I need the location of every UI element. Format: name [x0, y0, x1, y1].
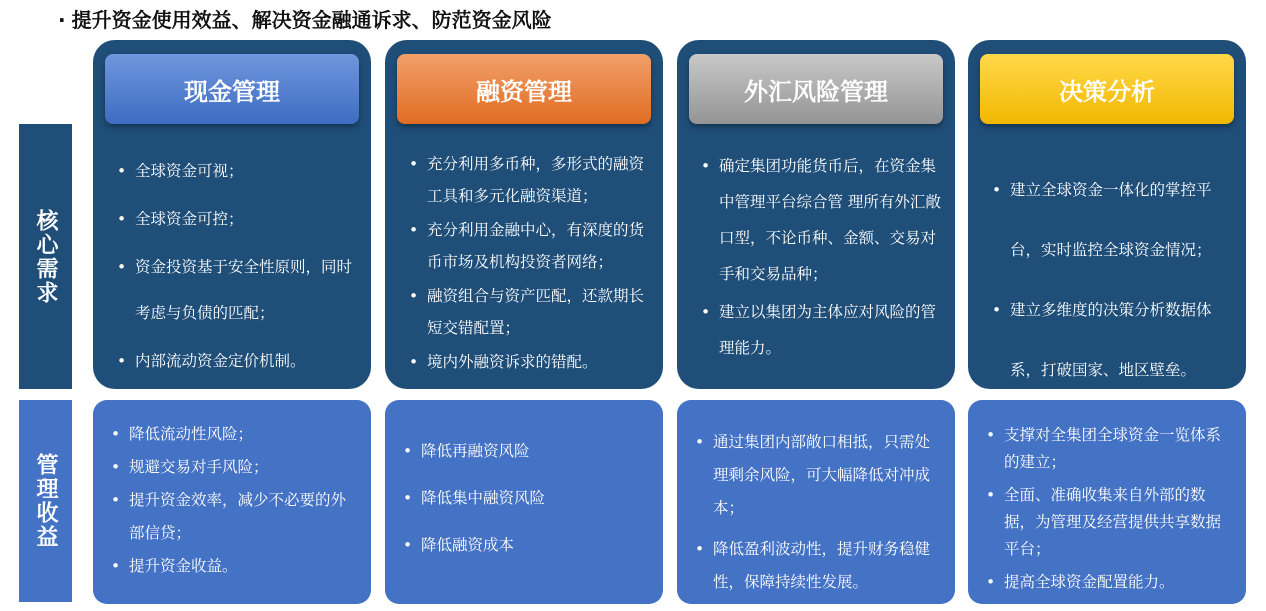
benefits-item: • 通过集团内部敞口相抵，只需处理剩余风险，可大幅降低对冲成本； [691, 426, 943, 525]
page-heading [58, 4, 552, 34]
needs-list-fx-risk-management [697, 148, 941, 379]
needs-item: • 资金投资基于安全性原则，同时考虑与负债的匹配； [113, 244, 357, 336]
benefits-item: • 全面、准确收集来自外部的数据，为管理及经营提供共享数据平台； [982, 482, 1234, 563]
heading-bullet: · [58, 8, 66, 32]
benefits-list-decision-analysis [982, 422, 1234, 594]
benefits-item: • 提升资金效率，减少不必要的外部信贷； [107, 484, 359, 550]
benefits-item: • 降低融资成本 [399, 522, 651, 569]
benefits-item: • 支撑对全集团全球资金一览体系的建立； [982, 422, 1234, 476]
benefits-box-financing-management [385, 400, 663, 604]
side-label-management-benefits-text: 管理收益 [33, 453, 58, 549]
column-title-cash-management: 现金管理 [105, 54, 359, 124]
needs-item: • 充分利用多币种，多形式的融资工具和多元化融资渠道； [405, 148, 649, 212]
benefits-item: • 降低盈利波动性，提升财务稳健性，保障持续性发展。 [691, 533, 943, 599]
column-financing-management [385, 40, 663, 389]
needs-item: • 全球资金可控； [113, 196, 357, 242]
column-title-decision-analysis: 决策分析 [980, 54, 1234, 124]
benefits-list-financing-management [399, 428, 651, 594]
needs-item: • 建立多维度的决策分析数据体系，打破国家、地区壁垒。 [988, 280, 1232, 400]
side-label-core-needs-text: 核心需求 [33, 208, 58, 305]
needs-item: • 充分利用金融中心，有深度的货币市场及机构投资者网络； [405, 214, 649, 278]
needs-list-cash-management [113, 148, 357, 379]
column-title-financing-management: 融资管理 [397, 54, 651, 124]
needs-list-financing-management [405, 148, 649, 379]
benefits-item: • 降低流动性风险； [107, 418, 359, 451]
needs-item: • 建立以集团为主体应对风险的管理能力。 [697, 294, 941, 366]
benefits-item: • 规避交易对手风险； [107, 451, 359, 484]
side-label-management-benefits [19, 400, 72, 602]
needs-item: • 确定集团功能货币后，在资金集中管理平台综合管 理所有外汇敞口型，不论币种、金额、交易对手和交易品种； [697, 148, 941, 292]
needs-item: • 建立全球资金一体化的掌控平台，实时监控全球资金情况； [988, 160, 1232, 280]
benefits-box-cash-management [93, 400, 371, 604]
benefits-list-cash-management [107, 418, 359, 594]
benefits-box-fx-risk-management [677, 400, 955, 604]
needs-item: • 内部流动资金定价机制。 [113, 338, 357, 384]
needs-item: • 全球资金可视； [113, 148, 357, 194]
needs-item: • 融资组合与资产匹配，还款期长短交错配置； [405, 280, 649, 344]
benefits-list-fx-risk-management [691, 426, 943, 594]
heading-text: 提升资金使用效益、解决资金融通诉求、防范资金风险 [71, 8, 552, 32]
benefits-box-decision-analysis [968, 400, 1246, 604]
benefits-item: • 降低再融资风险 [399, 428, 651, 475]
benefits-item: • 降低集中融资风险 [399, 475, 651, 522]
column-fx-risk-management [677, 40, 955, 389]
column-decision-analysis [968, 40, 1246, 389]
benefits-item: • 提升资金收益。 [107, 550, 359, 583]
benefits-item: • 提高全球资金配置能力。 [982, 569, 1234, 596]
needs-list-decision-analysis [988, 160, 1232, 379]
needs-item: • 境内外融资诉求的错配。 [405, 346, 649, 378]
side-label-core-needs [19, 124, 72, 389]
column-title-fx-risk-management: 外汇风险管理 [689, 54, 943, 124]
column-cash-management [93, 40, 371, 389]
